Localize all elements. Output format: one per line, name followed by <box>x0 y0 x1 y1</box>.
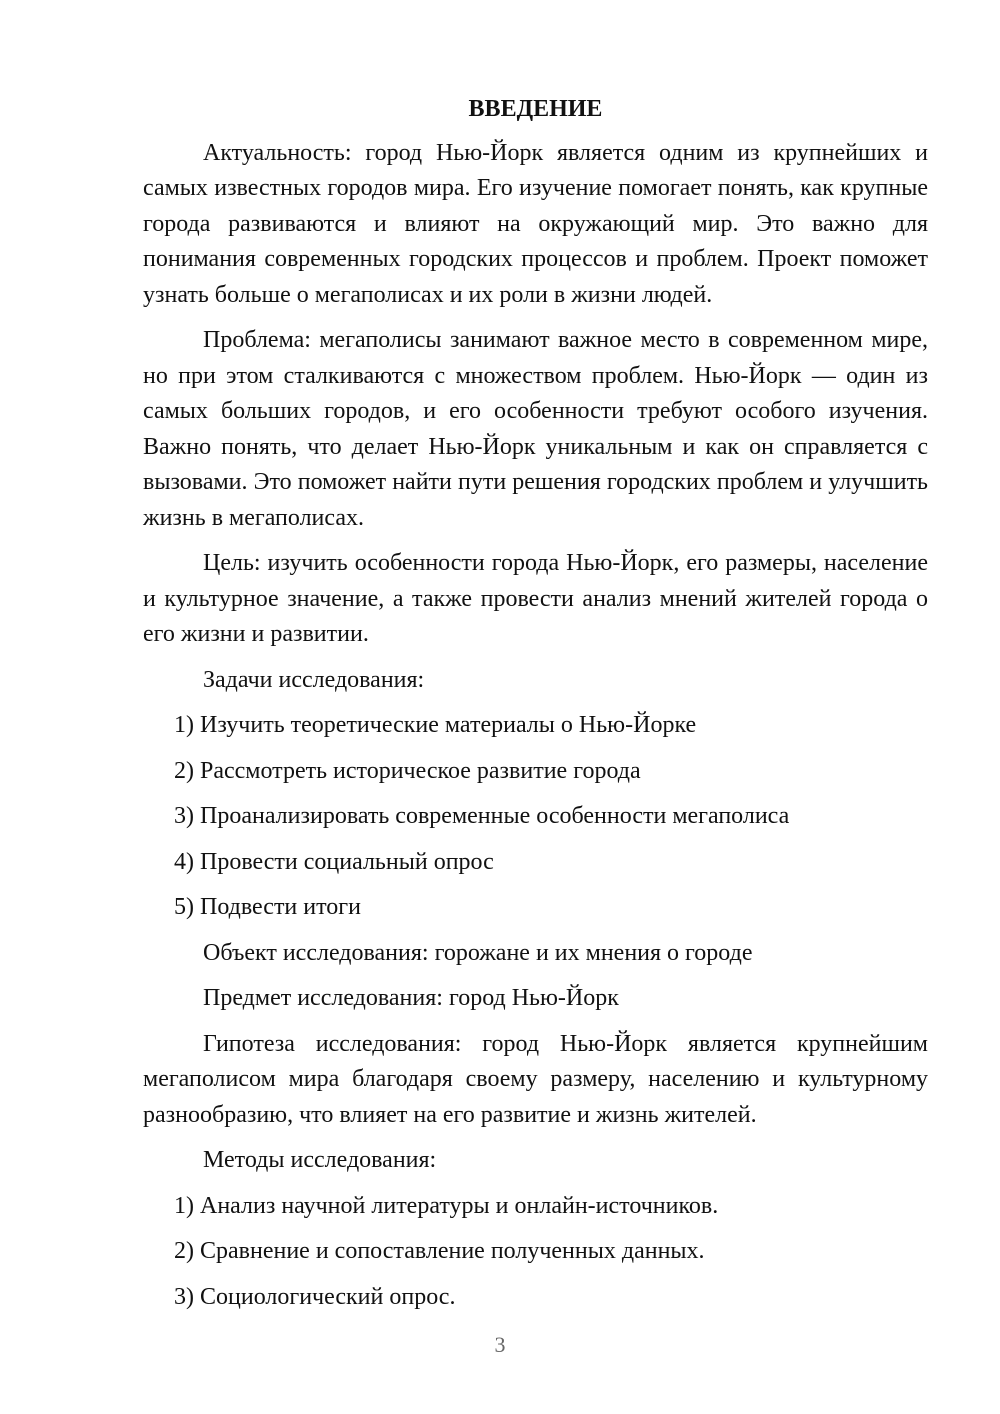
tasks-label: Задачи исследования: <box>203 666 425 693</box>
relevance-paragraph: Актуальность: город Нью-Йорк является одним из крупнейших и самых известных городов мира. Его изучение помогает понять, как крупные города развиваются и влияют на окружающий мир. Это важно для понимания современных городских процессов и проблем. Проект поможет узнать больше о мегаполисах и их роли в жизни людей. <box>143 139 928 308</box>
task-item: 3) Проанализировать современные особенности мегаполиса <box>174 803 790 829</box>
method-item: 2) Сравнение и сопоставление полученных данных. <box>174 1238 705 1264</box>
hypothesis-paragraph: Гипотеза исследования: город Нью-Йорк является крупнейшим мегаполисом мира благодаря своему размеру, населению и культурному разнообразию, что влияет на его развитие и жизнь жителей. <box>143 1030 928 1128</box>
document-page <box>143 92 928 1325</box>
task-item: 4) Провести социальный опрос <box>174 848 494 875</box>
page-number: 3 <box>494 1332 506 1357</box>
research-object: Объект исследования: горожане и их мнения о городе <box>203 939 753 966</box>
goal-paragraph: Цель: изучить особенности города Нью-Йорк, его размеры, население и культурное значение, а также провести анализ мнений жителей города о его жизни и развитии. <box>143 550 928 647</box>
methods-label: Методы исследования: <box>203 1147 437 1173</box>
tasks-list <box>143 708 928 926</box>
task-item: 5) Подвести итоги <box>174 894 361 920</box>
method-item: 1) Анализ научной литературы и онлайн-источников. <box>174 1192 719 1219</box>
section-title: ВВЕДЕНИЕ <box>468 96 603 122</box>
research-subject: Предмет исследования: город Нью-Йорк <box>203 985 619 1011</box>
task-item: 2) Рассмотреть историческое развитие города <box>174 757 641 784</box>
problem-paragraph: Проблема: мегаполисы занимают важное место в современном мире, но при этом сталкиваются с множеством проблем. Нью-Йорк — один из самых больших городов, и его особенности требуют особого изучения. Важно понять, что делает Нью-Йорк уникальным и как он справляется с вызовами. Это поможет найти пути решения городских проблем и улучшить жизнь в мегаполисах. <box>143 327 928 531</box>
task-item: 1) Изучить теоретические материалы о Нью-Йорке <box>174 712 697 738</box>
methods-list <box>143 1189 928 1316</box>
method-item: 3) Социологический опрос. <box>174 1283 456 1310</box>
